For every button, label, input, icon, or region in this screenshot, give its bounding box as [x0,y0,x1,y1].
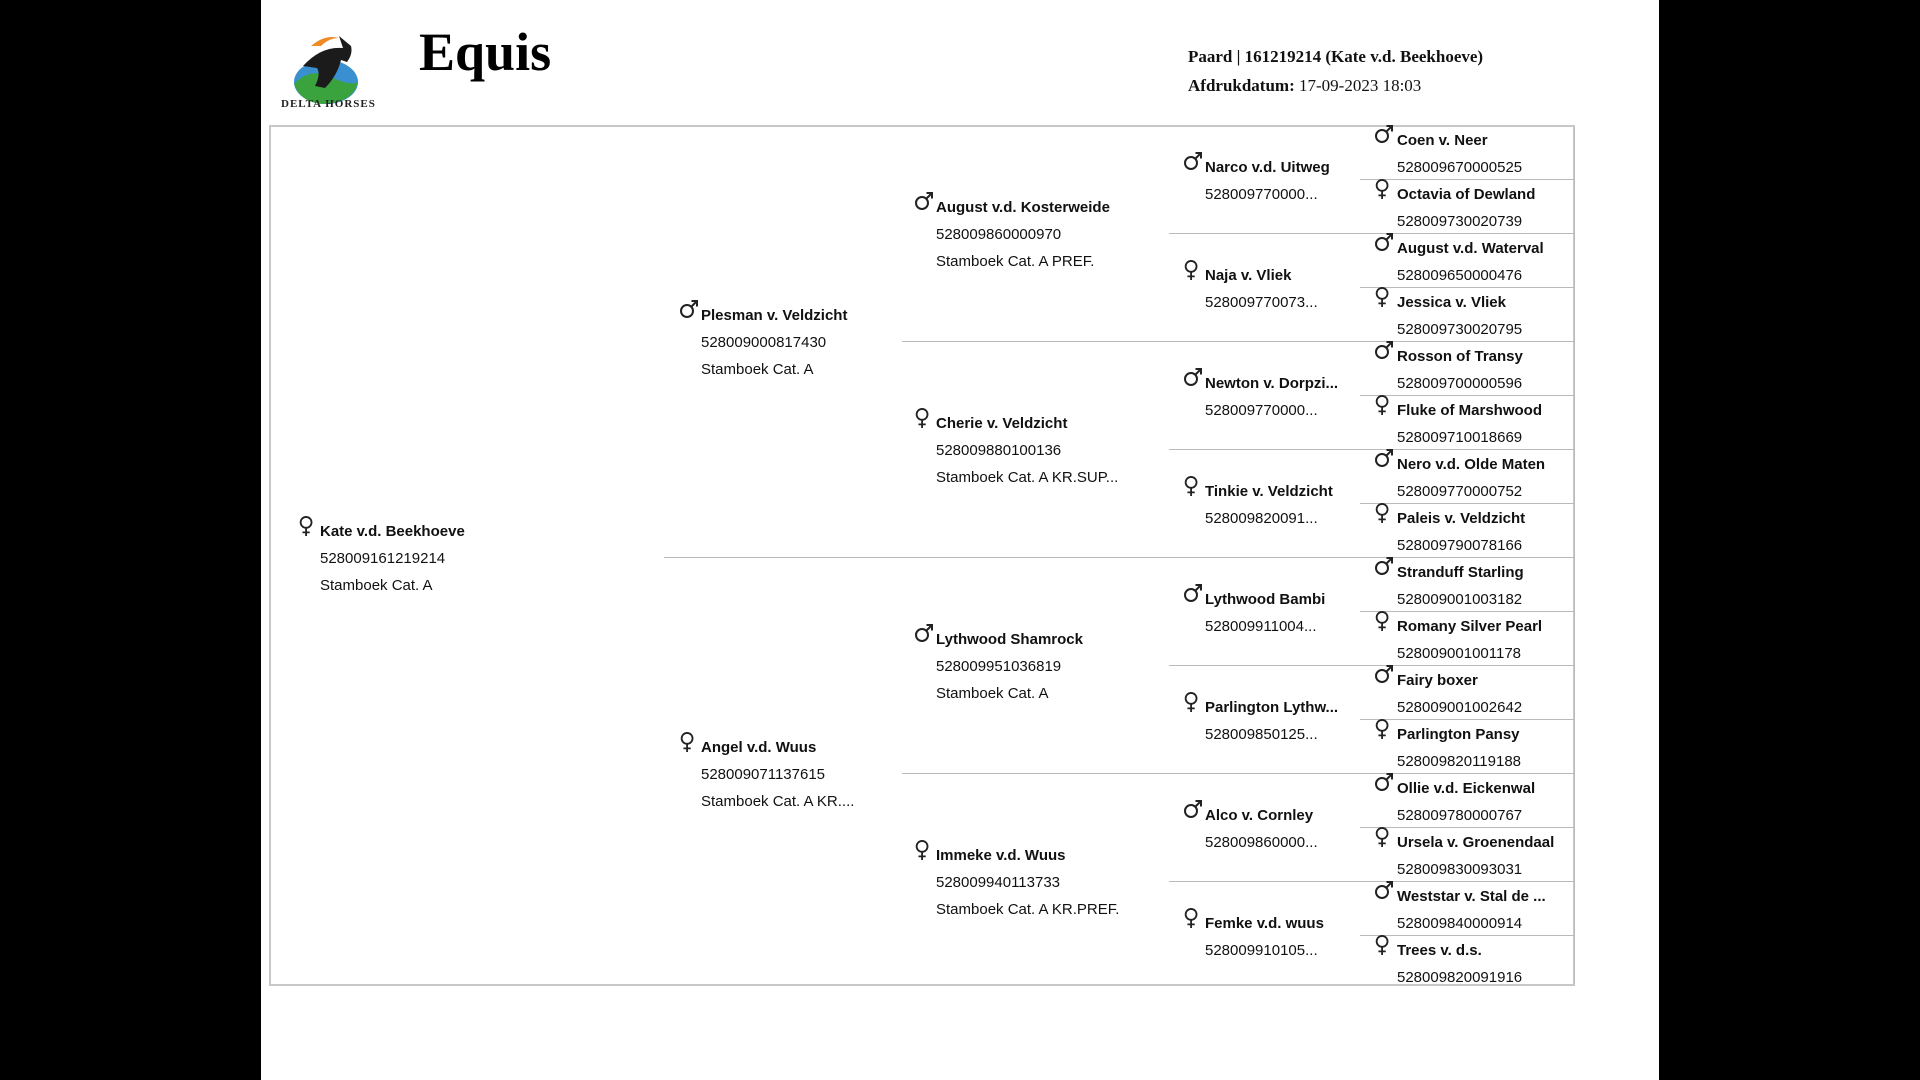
horse-name[interactable]: Naja v. Vliek [1205,267,1292,284]
horse-card[interactable] [1397,451,1545,505]
male-symbol-icon [1373,123,1395,147]
horse-name[interactable]: Immeke v.d. Wuus [936,847,1066,864]
female-symbol-icon [1373,393,1395,417]
female-symbol-icon [1373,501,1395,525]
horse-stamboek: Stamboek Cat. A KR.PREF. [936,901,1120,918]
female-symbol-icon [1373,717,1395,741]
horse-id: 528009830093031 [1397,861,1523,878]
horse-card[interactable] [936,410,1118,491]
horse-stamboek: Stamboek Cat. A KR.... [701,793,855,810]
horse-card[interactable] [320,518,465,599]
female-symbol-icon [678,730,700,754]
horse-card[interactable] [1397,721,1521,775]
horse-card[interactable] [1205,910,1324,964]
horse-id: 528009770000752 [1397,483,1523,500]
print-date-label: Afdrukdatum: [1188,76,1295,95]
horse-name[interactable]: Parlington Pansy [1397,726,1520,743]
horse-card[interactable] [1397,613,1542,667]
horse-header: Paard | 161219214 (Kate v.d. Beekhoeve) [1188,47,1484,66]
male-symbol-icon [1373,555,1395,579]
male-symbol-icon [678,298,700,322]
horse-name[interactable]: Fluke of Marshwood [1397,402,1543,419]
horse-name[interactable]: Coen v. Neer [1397,132,1488,149]
horse-id: 528009710018669 [1397,429,1523,446]
horse-name[interactable]: Fairy boxer [1397,672,1478,689]
horse-name[interactable]: Lythwood Shamrock [936,631,1083,648]
horse-id: 528009700000596 [1397,375,1523,392]
horse-stamboek: Stamboek Cat. A PREF. [936,253,1095,270]
female-symbol-icon [1373,933,1395,957]
horse-id: 528009820091... [1205,510,1318,527]
horse-card[interactable] [936,842,1119,923]
horse-name[interactable]: Narco v.d. Uitweg [1205,159,1330,176]
female-symbol-icon [1182,690,1204,714]
horse-card[interactable] [1205,802,1318,856]
horse-card[interactable] [1397,829,1554,883]
male-symbol-icon [1373,339,1395,363]
male-symbol-icon [1182,366,1204,390]
horse-name[interactable]: Trees v. d.s. [1397,942,1482,959]
print-page [261,0,1659,1080]
horse-id: 528009951036819 [936,658,1062,675]
horse-id: 528009730020795 [1397,321,1523,338]
horse-id: 528009790078166 [1397,537,1523,554]
horse-name[interactable]: Nero v.d. Olde Maten [1397,456,1546,473]
horse-stamboek: Stamboek Cat. A [320,577,433,594]
horse-name[interactable]: August v.d. Kosterweide [936,199,1110,216]
horse-name[interactable]: Romany Silver Pearl [1397,618,1543,635]
horse-card[interactable] [1397,181,1535,235]
horse-name[interactable]: Stranduff Starling [1397,564,1524,581]
horse-id: 528009161219214 [320,550,446,567]
horse-card[interactable] [1205,586,1325,640]
pedigree-table [269,125,1575,986]
horse-name[interactable]: Ursela v. Groenendaal [1397,834,1555,851]
horse-stamboek: Stamboek Cat. A KR.SUP... [936,469,1119,486]
horse-name[interactable]: Jessica v. Vliek [1397,294,1506,311]
horse-name[interactable]: Plesman v. Veldzicht [701,307,848,324]
horse-card[interactable] [1205,370,1338,424]
horse-id: 528009001003182 [1397,591,1523,608]
divider [1574,127,1575,984]
horse-card[interactable] [936,626,1083,707]
horse-id: 528009730020739 [1397,213,1523,230]
horse-card[interactable] [936,194,1110,275]
horse-card[interactable] [1397,235,1544,289]
horse-id: 528009770073... [1205,294,1318,311]
horse-name[interactable]: Newton v. Dorpzi... [1205,375,1339,392]
horse-name[interactable]: Rosson of Transy [1397,348,1523,365]
horse-id: 528009770000... [1205,402,1318,419]
horse-card[interactable] [1397,343,1523,397]
horse-id: 528009770000... [1205,186,1318,203]
horse-card[interactable] [1205,262,1318,316]
horse-id: 528009071137615 [701,766,826,783]
female-symbol-icon [1373,285,1395,309]
horse-name[interactable]: Paleis v. Veldzicht [1397,510,1526,527]
horse-name[interactable]: Alco v. Cornley [1205,807,1314,824]
horse-name[interactable]: Femke v.d. wuus [1205,915,1324,932]
horse-id: 528009910105... [1205,942,1318,959]
horse-stamboek: Stamboek Cat. A [701,361,814,378]
horse-card[interactable] [701,734,854,815]
horse-id: 528009850125... [1205,726,1318,743]
male-symbol-icon [1373,771,1395,795]
horse-card[interactable] [1205,478,1333,532]
horse-card[interactable] [1397,505,1525,559]
female-symbol-icon [1182,906,1204,930]
horse-id: 528009001001178 [1397,645,1522,662]
horse-name[interactable]: August v.d. Waterval [1397,240,1544,257]
horse-name[interactable]: Octavia of Dewland [1397,186,1536,203]
horse-id: 528009780000767 [1397,807,1523,824]
horse-id: 528009911004... [1205,618,1317,635]
horse-id: 528009820119188 [1397,753,1522,770]
male-symbol-icon [1373,447,1395,471]
horse-card[interactable] [1397,289,1522,343]
horse-id: 528009860000... [1205,834,1318,851]
horse-name[interactable]: Lythwood Bambi [1205,591,1326,608]
horse-name[interactable]: Weststar v. Stal de ... [1397,888,1546,905]
horse-card[interactable] [1397,775,1535,829]
horse-card[interactable] [1397,127,1522,181]
horse-id: 528009820091916 [1397,969,1523,986]
print-date [1188,71,1483,100]
horse-name[interactable]: Angel v.d. Wuus [701,739,817,756]
horse-card[interactable] [1397,883,1546,937]
horse-card[interactable] [1205,694,1338,748]
male-symbol-icon [1373,663,1395,687]
horse-id: 528009880100136 [936,442,1062,459]
male-symbol-icon [913,622,935,646]
horse-id: 528009650000476 [1397,267,1523,284]
male-symbol-icon [1182,582,1204,606]
female-symbol-icon [1373,609,1395,633]
male-symbol-icon [913,190,935,214]
horse-card[interactable] [1397,559,1524,613]
female-symbol-icon [913,838,935,862]
horse-stamboek: Stamboek Cat. A [936,685,1049,702]
horse-id: 528009940113733 [936,874,1061,891]
female-symbol-icon [1373,825,1395,849]
male-symbol-icon [1182,798,1204,822]
horse-id: 528009840000914 [1397,915,1523,932]
horse-card[interactable] [1397,937,1522,991]
horse-id: 528009000817430 [701,334,827,351]
logo-text: DELTA HORSES [281,98,376,110]
horse-id: 528009860000970 [936,226,1062,243]
horse-card[interactable] [1205,154,1330,208]
horse-name[interactable]: Parlington Lythw... [1205,699,1339,716]
horse-card[interactable] [1397,667,1522,721]
horse-card[interactable] [1397,397,1542,451]
horse-card[interactable] [701,302,847,383]
brand-title: Equis [419,22,552,82]
male-symbol-icon [1182,150,1204,174]
female-symbol-icon [1182,258,1204,282]
horse-id: 528009001002642 [1397,699,1523,716]
female-symbol-icon [913,406,935,430]
female-symbol-icon [1182,474,1204,498]
horse-name[interactable]: Ollie v.d. Eickenwal [1397,780,1536,797]
horse-name[interactable]: Tinkie v. Veldzicht [1205,483,1333,500]
female-symbol-icon [297,514,319,538]
horse-name[interactable]: Kate v.d. Beekhoeve [320,523,465,540]
male-symbol-icon [1373,879,1395,903]
horse-id: 528009670000525 [1397,159,1523,176]
male-symbol-icon [1373,231,1395,255]
female-symbol-icon [1373,177,1395,201]
header-info [1188,42,1483,100]
print-date-value: 17-09-2023 18:03 [1294,76,1422,95]
horse-name[interactable]: Cherie v. Veldzicht [936,415,1068,432]
